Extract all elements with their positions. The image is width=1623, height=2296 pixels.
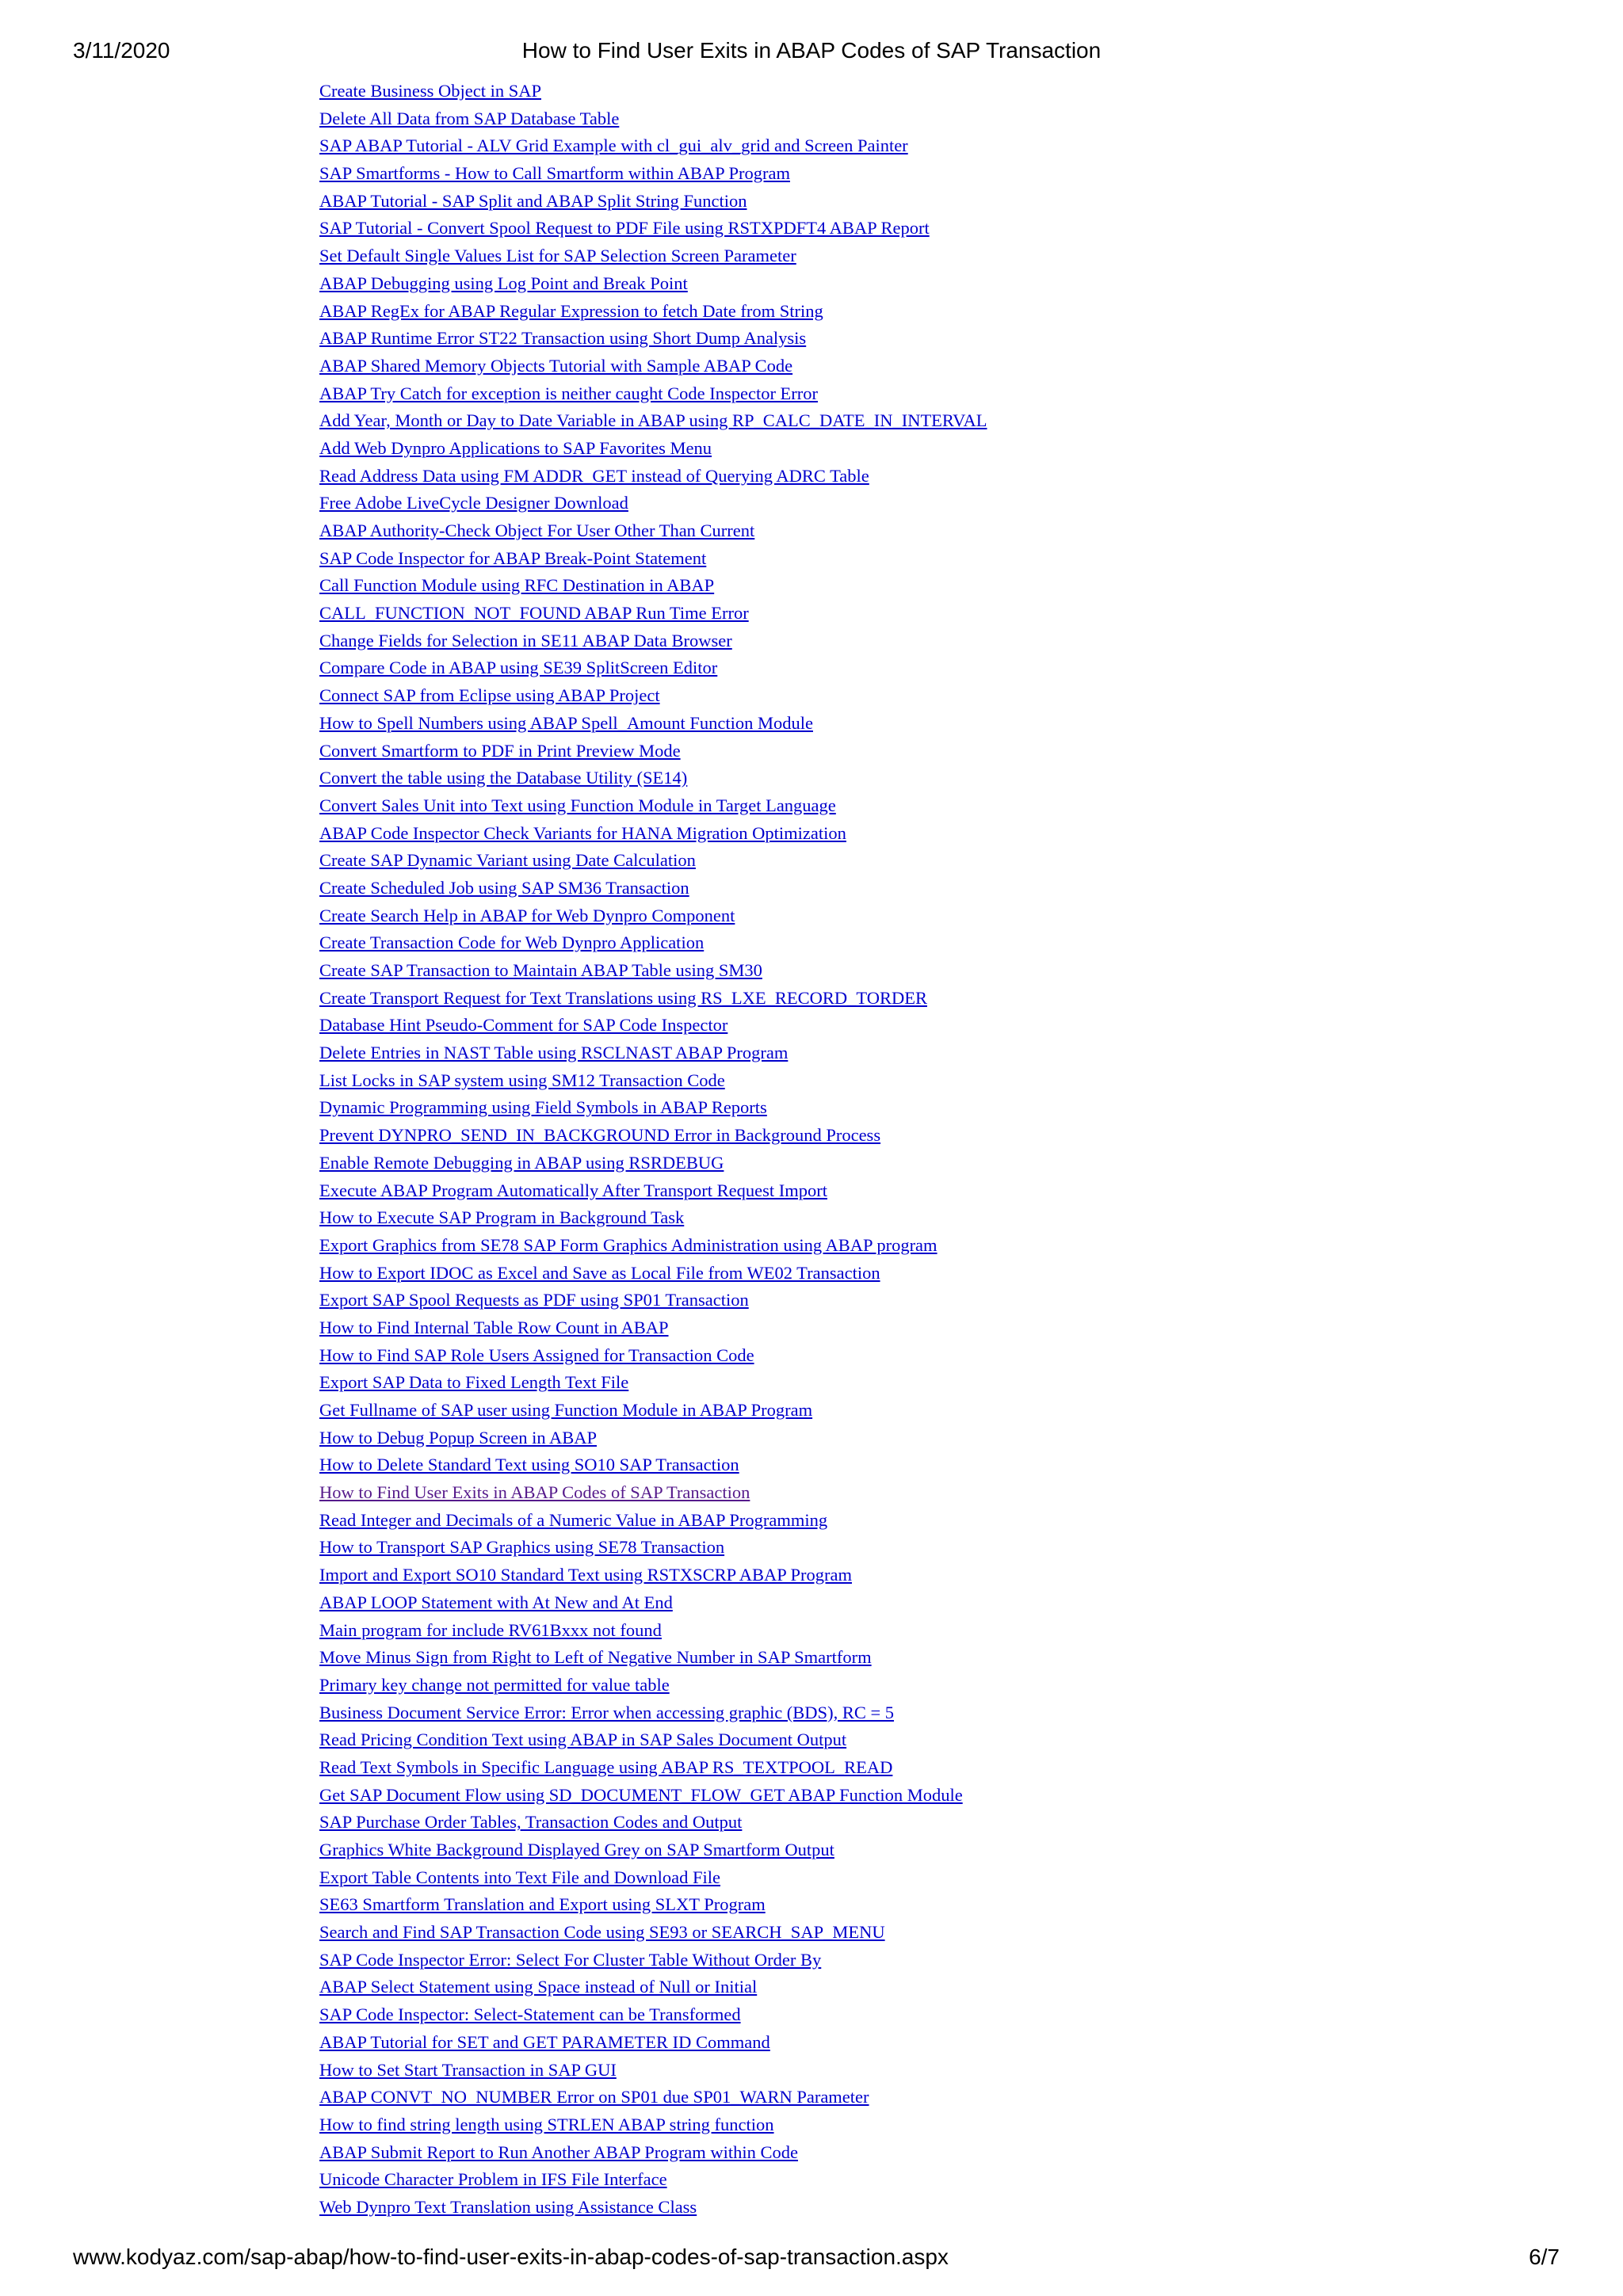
article-link[interactable]: Import and Export SO10 Standard Text using RSTXSCRP ABAP Program — [319, 1565, 852, 1585]
list-item — [319, 2194, 987, 2222]
article-link[interactable]: Graphics White Background Displayed Grey on SAP Smartform Output — [319, 1840, 834, 1859]
article-link[interactable]: ABAP Debugging using Log Point and Break Point — [319, 273, 688, 293]
list-item — [319, 1919, 987, 1947]
list-item — [319, 1287, 987, 1314]
list-item — [319, 545, 987, 573]
article-link[interactable]: SAP Tutorial - Convert Spool Request to PDF File using RSTXPDFT4 ABAP Report — [319, 218, 930, 238]
article-link[interactable]: Create Transport Request for Text Translations using RS_LXE_RECORD_TORDER — [319, 987, 927, 1008]
list-item — [319, 1644, 987, 1672]
list-item — [319, 2166, 987, 2194]
list-item — [319, 1562, 987, 1589]
list-item — [319, 1314, 987, 1342]
article-link[interactable]: SAP Smartforms - How to Call Smartform within ABAP Program — [319, 163, 790, 184]
article-link[interactable]: ABAP Tutorial for SET and GET PARAMETER ID Command — [319, 2031, 770, 2052]
list-item — [319, 1067, 987, 1095]
list-item — [319, 682, 987, 710]
article-link[interactable]: How to Set Start Transaction in SAP GUI — [319, 2059, 617, 2080]
article-link[interactable]: How to Execute SAP Program in Background Task — [319, 1207, 685, 1228]
article-link[interactable]: Create SAP Dynamic Variant using Date Calculation — [319, 850, 696, 871]
article-link[interactable]: Primary key change not permitted for value table — [319, 1674, 670, 1695]
list-item — [319, 710, 987, 738]
article-link-list — [319, 78, 987, 2222]
article-link[interactable]: Read Integer and Decimals of a Numeric Value in ABAP Programming — [319, 1509, 828, 1530]
list-item — [319, 1891, 987, 1919]
article-link[interactable]: How to Transport SAP Graphics using SE78 Transaction — [319, 1537, 725, 1558]
list-item — [319, 1094, 987, 1122]
article-link[interactable]: Read Text Symbols in Specific Language using ABAP RS_TEXTPOOL_READ — [319, 1756, 893, 1777]
list-item — [319, 78, 987, 105]
list-item — [319, 792, 987, 820]
list-item — [319, 1864, 987, 1892]
list-item — [319, 1726, 987, 1754]
list-item — [319, 105, 987, 133]
article-link[interactable]: Create Search Help in ABAP for Web Dynpro Component — [319, 905, 735, 925]
article-link[interactable]: List Locks in SAP system using SM12 Transaction Code — [319, 1070, 725, 1090]
article-link[interactable]: Convert the table using the Database Utility (SE14) — [319, 768, 688, 788]
article-link[interactable]: ABAP CONVT_NO_NUMBER Error on SP01 due SP01_WARN Parameter — [319, 2087, 869, 2107]
list-item — [319, 600, 987, 627]
list-item — [319, 407, 987, 435]
page-number: 6/7 — [1529, 2245, 1560, 2269]
article-link[interactable]: Set Default Single Values List for SAP Selection Screen Parameter — [319, 246, 796, 266]
list-item — [319, 1507, 987, 1535]
article-link[interactable]: ABAP Select Statement using Space instead of Null or Initial — [319, 1977, 758, 1997]
article-link[interactable]: Delete Entries in NAST Table using RSCLNAST ABAP Program — [319, 1043, 789, 1063]
list-item — [319, 2139, 987, 2167]
list-item — [319, 847, 987, 875]
article-link[interactable]: SE63 Smartform Translation and Export using SLXT Program — [319, 1894, 766, 1915]
list-item — [319, 627, 987, 655]
article-link[interactable]: Change Fields for Selection in SE11 ABAP Data Browser — [319, 630, 732, 650]
list-item — [319, 1947, 987, 1974]
list-item — [319, 2001, 987, 2029]
list-item — [319, 1534, 987, 1562]
article-link[interactable]: Export Table Contents into Text File and Download File — [319, 1867, 720, 1887]
article-link[interactable]: How to Spell Numbers using ABAP Spell_Amount Function Module — [319, 712, 813, 733]
article-link[interactable]: Prevent DYNPRO_SEND_IN_BACKGROUND Error in Background Process — [319, 1125, 881, 1146]
article-link[interactable]: ABAP LOOP Statement with At New and At End — [319, 1592, 673, 1612]
list-item — [319, 1754, 987, 1782]
article-link[interactable]: Enable Remote Debugging in ABAP using RSRDEBUG — [319, 1152, 724, 1173]
article-link[interactable]: Convert Sales Unit into Text using Function Module in Target Language — [319, 795, 836, 815]
list-item — [319, 298, 987, 326]
article-link[interactable]: Create Business Object in SAP — [319, 81, 541, 101]
list-item — [319, 242, 987, 270]
list-item — [319, 160, 987, 188]
article-link[interactable]: ABAP Shared Memory Objects Tutorial with Sample ABAP Code — [319, 355, 793, 376]
article-link[interactable]: Add Year, Month or Day to Date Variable in ABAP using RP_CALC_DATE_IN_INTERVAL — [319, 410, 987, 431]
list-item — [319, 1039, 987, 1067]
list-item — [319, 572, 987, 600]
article-link[interactable]: Business Document Service Error: Error when accessing graphic (BDS), RC = 5 — [319, 1702, 895, 1722]
article-link[interactable]: How to find string length using STRLEN ABAP string function — [319, 2114, 774, 2134]
list-item — [319, 1204, 987, 1232]
list-item — [319, 353, 987, 380]
list-item — [319, 1177, 987, 1205]
list-item — [319, 1672, 987, 1699]
list-item — [319, 1836, 987, 1864]
list-item — [319, 188, 987, 215]
article-link[interactable]: Read Address Data using FM ADDR_GET instead of Querying ADRC Table — [319, 465, 869, 486]
list-item — [319, 270, 987, 298]
list-item — [319, 1974, 987, 2001]
article-link[interactable]: SAP Code Inspector: Select-Statement can be Transformed — [319, 2004, 741, 2025]
article-link[interactable]: ABAP Submit Report to Run Another ABAP Program within Code — [319, 2142, 798, 2162]
article-link[interactable]: Dynamic Programming using Field Symbols in ABAP Reports — [319, 1097, 767, 1118]
article-link[interactable]: How to Debug Popup Screen in ABAP — [319, 1427, 597, 1447]
list-item — [319, 1479, 987, 1507]
article-link[interactable]: ABAP Code Inspector Check Variants for HANA Migration Optimization — [319, 822, 846, 843]
article-link[interactable]: Read Pricing Condition Text using ABAP in SAP Sales Document Output — [319, 1730, 847, 1750]
list-item — [319, 1809, 987, 1836]
list-item — [319, 1150, 987, 1177]
list-item — [319, 2111, 987, 2139]
article-link[interactable]: Call Function Module using RFC Destination in ABAP — [319, 575, 715, 596]
article-link[interactable]: Create Scheduled Job using SAP SM36 Transaction — [319, 877, 689, 898]
list-item — [319, 820, 987, 848]
article-link[interactable]: How to Find Internal Table Row Count in ABAP — [319, 1317, 669, 1337]
article-link[interactable]: How to Delete Standard Text using SO10 SAP Transaction — [319, 1455, 739, 1475]
article-link[interactable]: ABAP Authority-Check Object For User Other Than Current — [319, 521, 755, 540]
list-item — [319, 1122, 987, 1150]
list-item — [319, 1425, 987, 1452]
article-link[interactable]: Free Adobe LiveCycle Designer Download — [319, 493, 628, 513]
list-item — [319, 1699, 987, 1727]
article-link[interactable]: How to Find SAP Role Users Assigned for Transaction Code — [319, 1344, 754, 1365]
article-link[interactable]: Move Minus Sign from Right to Left of Negative Number in SAP Smartform — [319, 1647, 872, 1668]
article-link[interactable]: Export SAP Spool Requests as PDF using SP01 Transaction — [319, 1290, 749, 1310]
list-item — [319, 654, 987, 682]
list-item — [319, 2084, 987, 2111]
list-item — [319, 985, 987, 1013]
article-link[interactable]: Main program for include RV61Bxxx not found — [319, 1619, 662, 1640]
list-item — [319, 1232, 987, 1260]
article-link[interactable]: Get Fullname of SAP user using Function Module in ABAP Program — [319, 1400, 813, 1420]
list-item — [319, 490, 987, 517]
list-item — [319, 2029, 987, 2057]
article-link[interactable]: Get SAP Document Flow using SD_DOCUMENT_FLOW_GET ABAP Function Module — [319, 1784, 963, 1805]
list-item — [319, 1260, 987, 1287]
page-title: How to Find User Exits in ABAP Codes of SAP Transaction — [521, 38, 1102, 63]
list-item — [319, 380, 987, 408]
article-link[interactable]: SAP ABAP Tutorial - ALV Grid Example with cl_gui_alv_grid and Screen Painter — [319, 135, 908, 156]
article-link[interactable]: How to Export IDOC as Excel and Save as Local File from WE02 Transaction — [319, 1262, 880, 1283]
article-link[interactable]: CALL_FUNCTION_NOT_FOUND ABAP Run Time Error — [319, 603, 749, 624]
list-item — [319, 1617, 987, 1645]
article-link[interactable]: Convert Smartform to PDF in Print Preview Mode — [319, 740, 681, 761]
list-item — [319, 2057, 987, 2084]
article-link[interactable]: Web Dynpro Text Translation using Assistance Class — [319, 2196, 697, 2217]
article-link[interactable]: ABAP Tutorial - SAP Split and ABAP Split String Function — [319, 190, 747, 211]
article-link[interactable]: Delete All Data from SAP Database Table — [319, 108, 620, 128]
article-link[interactable]: ABAP RegEx for ABAP Regular Expression to fetch Date from String — [319, 300, 823, 321]
article-link[interactable]: Execute ABAP Program Automatically After Transport Request Import — [319, 1180, 827, 1200]
list-item — [319, 765, 987, 792]
list-item — [319, 929, 987, 957]
list-item — [319, 1012, 987, 1039]
list-item — [319, 957, 987, 985]
article-link[interactable]: Export SAP Data to Fixed Length Text File — [319, 1372, 629, 1393]
list-item — [319, 1369, 987, 1397]
article-link[interactable]: ABAP Try Catch for exception is neither caught Code Inspector Error — [319, 383, 819, 403]
list-item — [319, 435, 987, 463]
list-item — [319, 463, 987, 490]
list-item — [319, 1397, 987, 1425]
article-link[interactable]: Search and Find SAP Transaction Code using SE93 or SEARCH_SAP_MENU — [319, 1922, 885, 1943]
article-link[interactable]: SAP Purchase Order Tables, Transaction Codes and Output — [319, 1812, 743, 1833]
article-link[interactable]: Connect SAP from Eclipse using ABAP Project — [319, 685, 660, 706]
list-item — [319, 1589, 987, 1617]
article-link[interactable]: Add Web Dynpro Applications to SAP Favorites Menu — [319, 437, 712, 458]
print-date: 3/11/2020 — [73, 38, 170, 63]
article-link[interactable]: Unicode Character Problem in IFS File Interface — [319, 2169, 667, 2190]
article-link[interactable]: Export Graphics from SE78 SAP Form Graphics Administration using ABAP program — [319, 1234, 938, 1255]
list-item — [319, 132, 987, 160]
article-link[interactable]: ABAP Runtime Error ST22 Transaction using Short Dump Analysis — [319, 328, 807, 349]
article-link[interactable]: How to Find User Exits in ABAP Codes of SAP Transaction — [319, 1482, 750, 1503]
list-item — [319, 325, 987, 353]
list-item — [319, 215, 987, 242]
article-link[interactable]: Create SAP Transaction to Maintain ABAP Table using SM30 — [319, 960, 762, 980]
article-link[interactable]: Compare Code in ABAP using SE39 SplitScreen Editor — [319, 658, 718, 678]
list-item — [319, 1342, 987, 1370]
list-item — [319, 1451, 987, 1479]
list-item — [319, 875, 987, 902]
article-link[interactable]: SAP Code Inspector Error: Select For Cluster Table Without Order By — [319, 1949, 822, 1970]
page-url: www.kodyaz.com/sap-abap/how-to-find-user-exits-in-abap-codes-of-sap-transaction.aspx — [73, 2245, 949, 2269]
list-item — [319, 902, 987, 930]
article-link[interactable]: Database Hint Pseudo-Comment for SAP Code Inspector — [319, 1015, 728, 1035]
list-item — [319, 738, 987, 765]
article-link[interactable]: SAP Code Inspector for ABAP Break-Point Statement — [319, 547, 707, 568]
list-item — [319, 1782, 987, 1810]
list-item — [319, 517, 987, 545]
article-link[interactable]: Create Transaction Code for Web Dynpro Application — [319, 933, 705, 953]
